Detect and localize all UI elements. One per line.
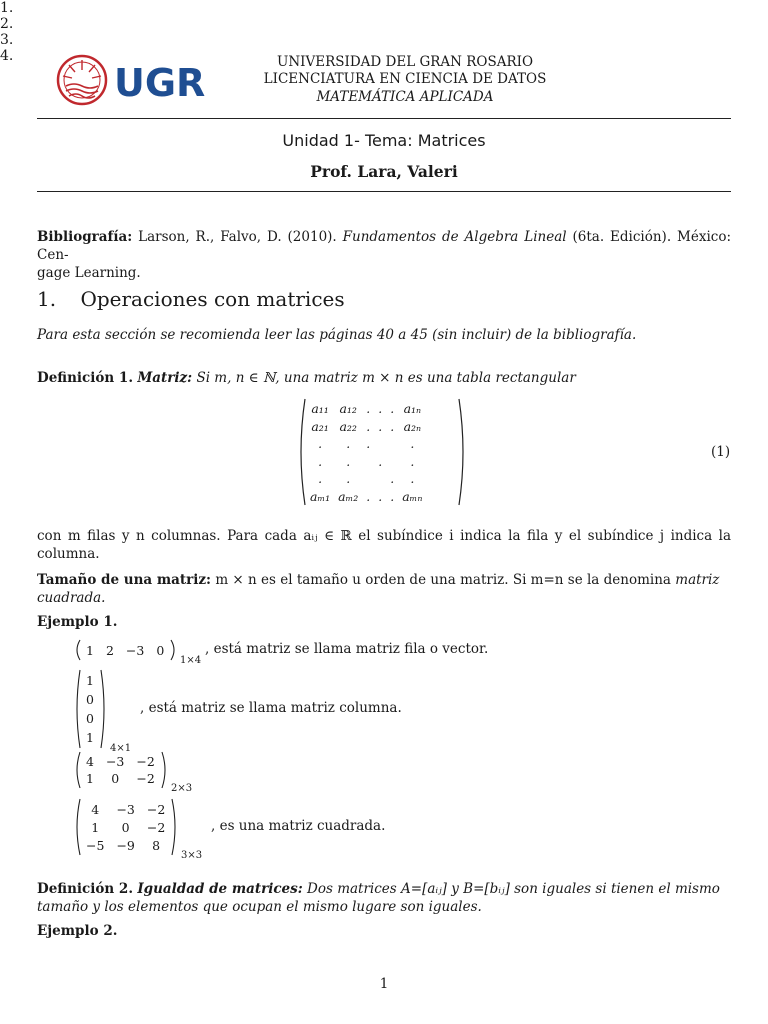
def1-after: con m filas y n columnas. Para cada aᵢⱼ ∈ ℝ el subíndice i indica la fila y el subíndice j indica la columna. — [37, 528, 731, 562]
section-number: 1. — [37, 287, 57, 311]
example-item-number: 4. — [0, 48, 14, 64]
matrix-cell: 1 — [91, 819, 100, 835]
matrix-cell: −3 — [105, 754, 125, 769]
matrix-row — [306, 470, 426, 488]
matrix-cell: a₁₁ — [311, 401, 329, 417]
matrix-cell — [362, 453, 374, 471]
right-paren — [170, 639, 178, 661]
matrix-cell: . — [366, 401, 371, 417]
matrix-cell: . — [410, 453, 415, 469]
matrix-row — [80, 770, 161, 787]
matrix-cell: . — [390, 471, 395, 487]
matrix-cell: . — [410, 471, 415, 487]
matrix-cell: . — [378, 401, 383, 417]
bibliography-line2: gage Learning. — [37, 265, 141, 281]
matrix-cell: . — [346, 471, 351, 487]
logo-text: UGR — [114, 61, 206, 105]
matrix-cell — [386, 435, 398, 453]
matrix-row — [306, 488, 426, 506]
bibliography-label: Bibliografía: — [37, 229, 133, 245]
def1-text: Si m, n ∈ ℕ, una matriz m × n es una tabla rectangular — [196, 370, 576, 386]
matrix-cell: . — [318, 436, 323, 452]
example-1-label: Ejemplo 1. — [37, 614, 118, 630]
matrix-cell: . — [366, 436, 371, 452]
bibliography — [37, 228, 731, 282]
matrix-cell: −5 — [86, 837, 105, 853]
degree-name: LICENCIATURA EN CIENCIA DE DATOS — [263, 71, 547, 87]
example-item-number: 2. — [0, 16, 14, 32]
example-item-text: , es una matriz cuadrada. — [211, 818, 386, 834]
size-label: Tamaño de una matriz: — [37, 572, 212, 588]
matrix-size-subscript: 1×4 — [180, 655, 202, 666]
header-rule-bottom — [37, 191, 731, 192]
matrix-cell: . — [390, 488, 395, 504]
matrix-cell: 1 — [86, 730, 94, 745]
example-matrix — [80, 641, 170, 659]
matrix-cell — [374, 435, 386, 453]
example-matrix — [80, 671, 100, 747]
course-name: MATEMÁTICA APLICADA — [316, 89, 494, 105]
matrix-cell: −9 — [116, 837, 135, 853]
matrix-size-subscript: 4×1 — [110, 743, 132, 754]
matrix-cell: . — [366, 488, 371, 504]
example-2-label: Ejemplo 2. — [37, 923, 118, 939]
matrix-cell — [362, 470, 374, 488]
def2-line2: tamaño y los elementos que ocupan el mismo lugare son iguales. — [37, 899, 482, 915]
matrix-cell: 1 — [86, 771, 94, 786]
right-paren — [100, 669, 108, 749]
example-item-text: , está matriz se llama matriz fila o vector. — [205, 641, 489, 657]
matrix-size-paragraph — [37, 571, 731, 607]
size-text: m × n es el tamaño u orden de una matriz. Si m=n se la denomina — [215, 572, 671, 588]
example-item-number: 1. — [0, 0, 14, 16]
matrix-row — [80, 753, 161, 770]
right-paren — [161, 751, 169, 789]
matrix-cell: . — [346, 436, 351, 452]
matrix-cell: . — [318, 471, 323, 487]
definition-2 — [37, 880, 731, 916]
matrix-cell: 8 — [152, 837, 161, 853]
unit-title: Unidad 1- Tema: Matrices — [282, 131, 486, 150]
definition-1 — [37, 369, 731, 387]
matrix-cell: . — [346, 453, 351, 469]
def1-term: Matriz: — [137, 370, 193, 386]
matrix-cell: . — [390, 401, 395, 417]
university-name: UNIVERSIDAD DEL GRAN ROSARIO — [276, 54, 534, 70]
matrix-cell: . — [410, 436, 415, 452]
matrix-row — [306, 453, 426, 471]
ugr-logo — [54, 52, 214, 110]
matrix-cell: 1 — [86, 642, 94, 658]
matrix-cell: 2 — [105, 642, 114, 658]
def2-line1: Dos matrices A=[aᵢⱼ] y B=[bᵢⱼ] son iguales si tienen el mismo — [307, 881, 720, 897]
matrix-cell: −3 — [125, 642, 145, 658]
matrix-cell: 1 — [86, 673, 94, 688]
header-rule-top — [37, 118, 731, 119]
example-item-number: 3. — [0, 32, 14, 48]
matrix-cell: 4 — [86, 754, 94, 769]
matrix-cell — [386, 453, 398, 471]
size-line2: cuadrada. — [37, 590, 106, 606]
matrix-cell: . — [318, 453, 323, 469]
matrix-cell: 4 — [91, 801, 100, 817]
size-term: matriz — [675, 572, 720, 588]
matrix-row — [306, 418, 426, 436]
matrix-cell: −2 — [136, 754, 155, 769]
matrix-row — [80, 818, 171, 836]
bibliography-book: Fundamentos de Algebra Lineal — [342, 229, 567, 245]
matrix-cell: −2 — [146, 801, 166, 817]
matrix-cell: aₘ₂ — [338, 488, 359, 504]
equation-number: (1) — [711, 444, 731, 460]
matrix-cell: . — [378, 418, 383, 434]
section-note: Para esta sección se recomienda leer las páginas 40 a 45 (sin incluir) de la bibliografía. — [37, 327, 637, 343]
def2-term: Igualdad de matrices: — [137, 881, 303, 897]
matrix-row — [80, 690, 100, 709]
matrix-row — [80, 709, 100, 728]
matrix-row — [80, 728, 100, 747]
matrix-cell: . — [390, 418, 395, 434]
matrix-cell — [374, 470, 386, 488]
matrix-cell: −3 — [116, 801, 135, 817]
matrix-cell: a₂₂ — [339, 418, 357, 434]
bibliography-rest: (6ta. Edición). México: Cen- — [37, 229, 732, 263]
matrix-cell: 0 — [86, 692, 94, 707]
matrix-cell: 0 — [111, 771, 120, 786]
matrix-cell: a₁₂ — [339, 401, 357, 417]
example-matrix — [80, 800, 171, 854]
def1-label: Definición 1. — [37, 370, 134, 386]
matrix-cell: aₘₙ — [402, 488, 423, 504]
professor: Prof. Lara, Valeri — [310, 162, 458, 181]
matrix-cell: 0 — [121, 819, 130, 835]
def2-label: Definición 2. — [37, 881, 134, 897]
matrix-cell: a₂ₙ — [403, 418, 422, 434]
matrix-row — [80, 641, 170, 659]
matrix-row — [306, 435, 426, 453]
matrix-cell: −2 — [146, 819, 166, 835]
matrix-row — [306, 400, 426, 418]
bibliography-authors: Larson, R., Falvo, D. (2010). — [138, 229, 337, 245]
example-matrix — [80, 753, 161, 787]
general-matrix — [306, 400, 426, 505]
matrix-size-subscript: 2×3 — [171, 783, 193, 794]
matrix-cell: . — [378, 488, 383, 504]
matrix-cell: −2 — [136, 771, 155, 786]
section-heading — [37, 287, 345, 311]
matrix-row — [80, 836, 171, 854]
matrix-row — [80, 800, 171, 818]
matrix-cell: aₘ₁ — [310, 488, 331, 504]
sun-emblem-icon — [58, 56, 106, 104]
page-number: 1 — [379, 976, 389, 992]
right-paren — [171, 798, 179, 856]
matrix-cell: a₂₁ — [311, 418, 329, 434]
matrix-cell: 0 — [156, 642, 165, 658]
matrix-cell: 0 — [86, 711, 94, 726]
left-paren — [296, 398, 306, 506]
matrix-row — [80, 671, 100, 690]
matrix-cell: a₁ₙ — [403, 401, 422, 417]
matrix-size-subscript: 3×3 — [181, 850, 203, 861]
section-title: Operaciones con matrices — [80, 287, 345, 311]
example-item-text: , está matriz se llama matriz columna. — [140, 700, 402, 716]
matrix-cell: . — [366, 418, 371, 434]
right-paren — [458, 398, 468, 506]
matrix-cell: . — [378, 453, 383, 469]
